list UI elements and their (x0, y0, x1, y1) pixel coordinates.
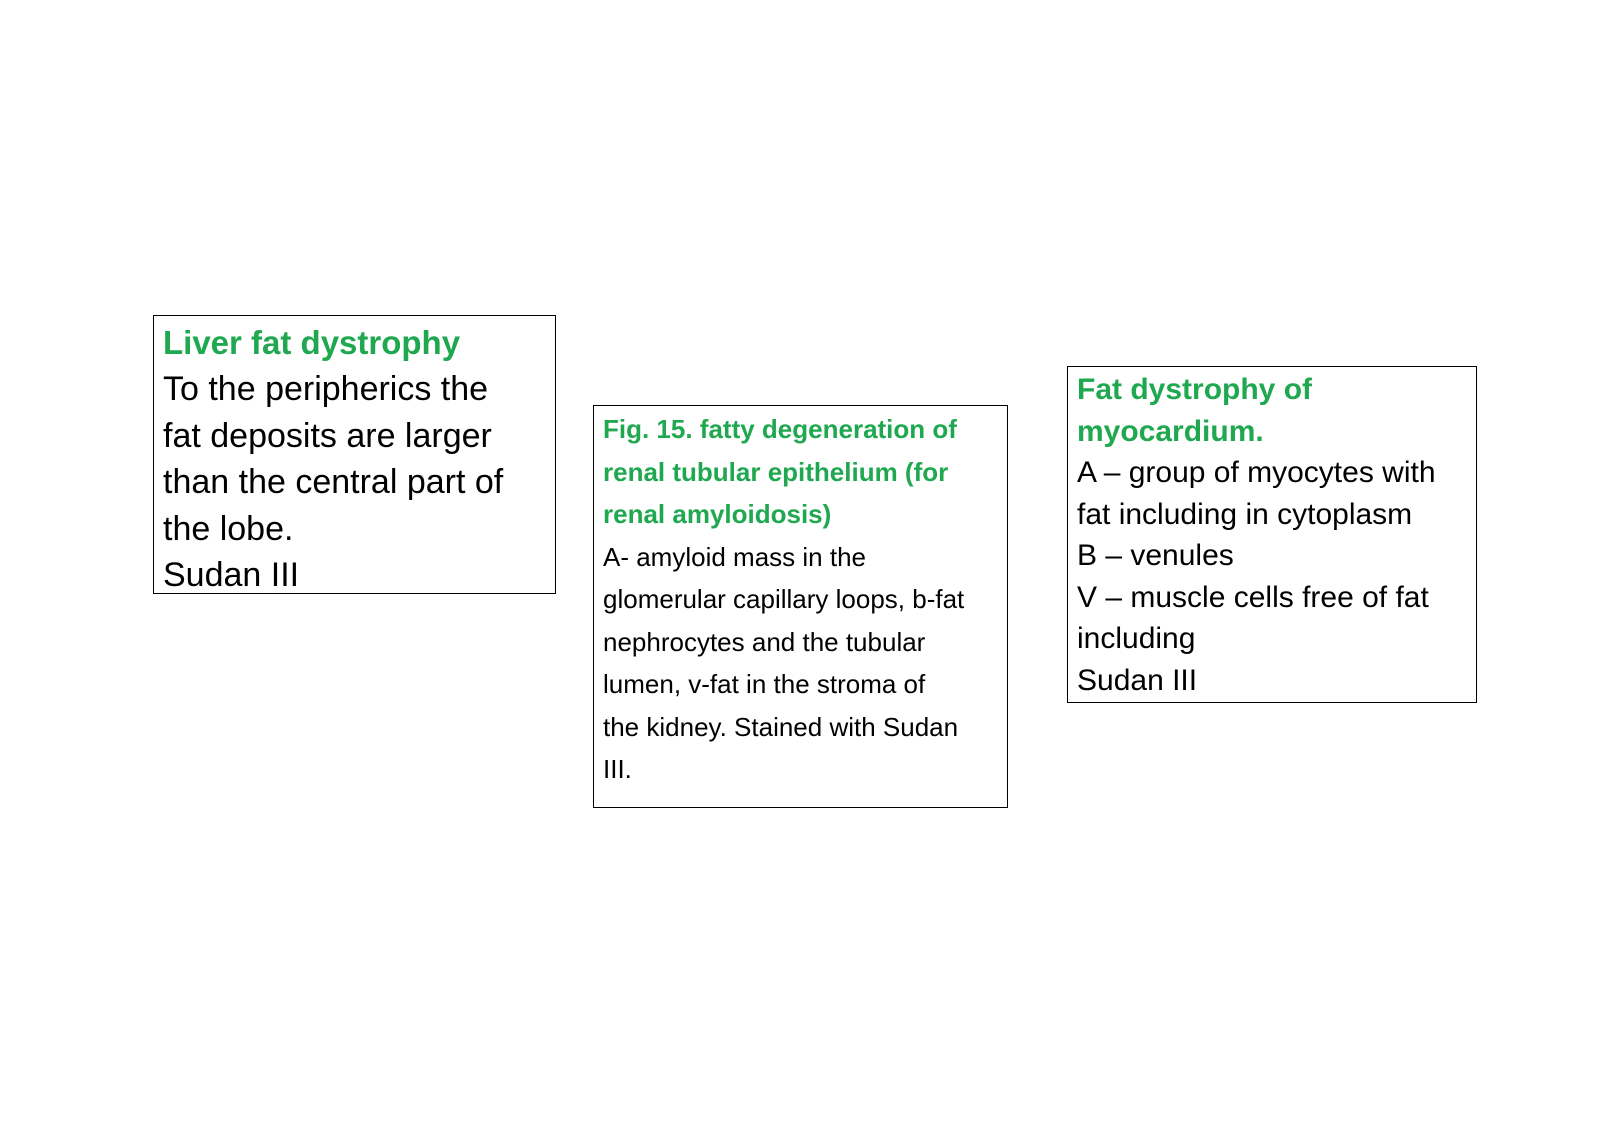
caption-line: including (1077, 622, 1196, 655)
caption-box-renal-fatty-degeneration (593, 405, 1008, 808)
caption-line: the kidney. Stained with Sudan (603, 711, 959, 742)
caption-title: Fig. 15. fatty degeneration of (603, 414, 957, 444)
caption-line: A – group of myocytes with (1077, 456, 1436, 489)
caption-title: renal amyloidosis) (603, 499, 832, 529)
caption-title: myocardium. (1077, 414, 1264, 448)
caption-line: fat deposits are larger (163, 416, 492, 455)
caption-line: nephrocytes and the tubular (603, 626, 926, 657)
caption-line: Sudan III (163, 556, 300, 594)
caption-line: To the peripherics the (163, 370, 489, 408)
caption-box-liver-fat-dystrophy (153, 315, 556, 594)
caption-box-myocardium-fat-dystrophy (1067, 366, 1477, 703)
caption-line: than the central part of (163, 463, 504, 501)
caption-line: Sudan III (1077, 663, 1198, 697)
caption-line: lumen, v-fat in the stroma of (603, 669, 926, 699)
caption-title: renal tubular epithelium (for (603, 456, 949, 487)
caption-line: III. (603, 754, 632, 784)
caption-line: A- amyloid mass in the (603, 541, 866, 572)
caption-line: B – venules (1077, 539, 1234, 572)
caption-line: glomerular capillary loops, b-fat (603, 584, 965, 614)
caption-line: fat including in cytoplasm (1077, 497, 1413, 531)
caption-line: the lobe. (163, 509, 294, 548)
caption-title: Liver fat dystrophy (163, 324, 461, 361)
caption-title: Fat dystrophy of (1077, 373, 1313, 406)
caption-line: V – muscle cells free of fat (1077, 580, 1429, 614)
